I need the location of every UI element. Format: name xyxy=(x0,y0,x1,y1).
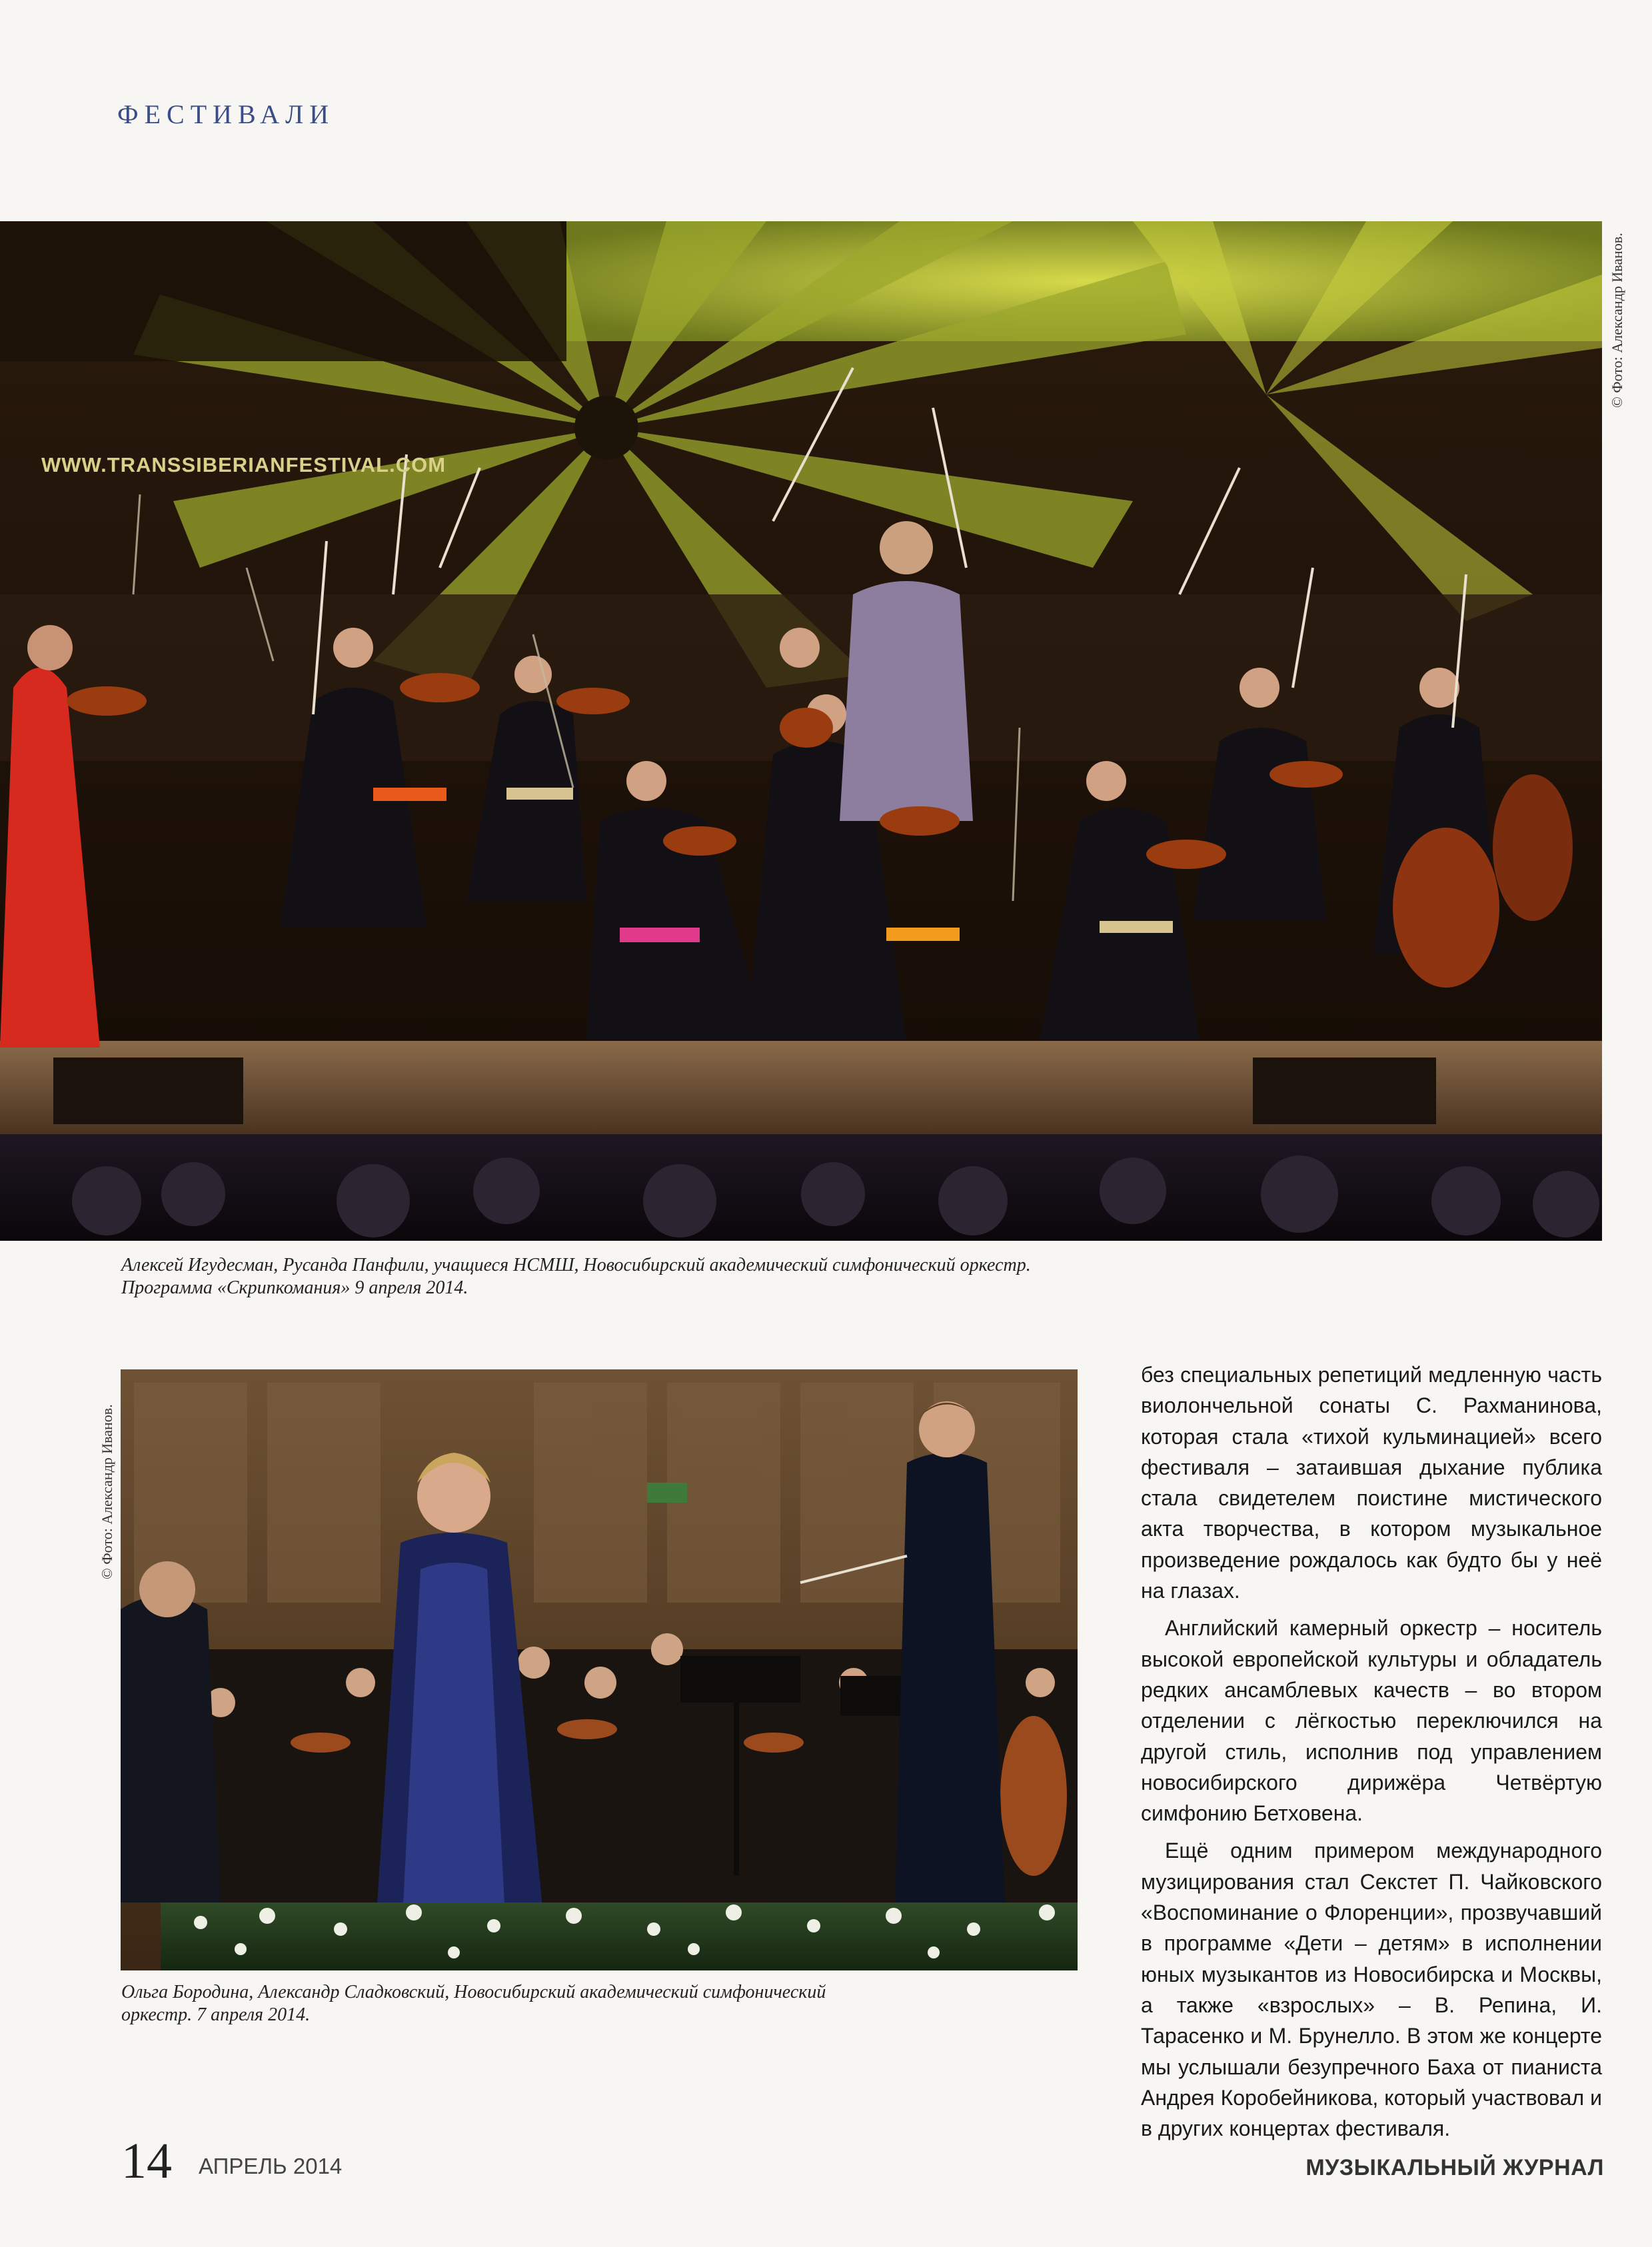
article-paragraph-3: Ещё одним примером международного музицирования стал Секстет П. Чайковского «Воспоминание о Флоренции», прозвучавший в программе «Дети – детям» в исполнении юных музыкантов из Новосибирска и Москвы, а также «взрослых» – В. Репина, И. Тарасенко и М. Брунелло. В этом же концерте мы услышали безупречного Баха от пианиста Андрея Коробейникова, который участвовал и в других концертах фестиваля. xyxy=(1141,1839,1602,2141)
caption-top-line2: Программа «Скрипкомания» 9 апреля 2014. xyxy=(121,1277,468,1298)
caption-bottom xyxy=(121,1981,1081,2026)
journal-name: МУЗЫКАЛЬНЫЙ ЖУРНАЛ xyxy=(1305,2155,1604,2180)
caption-bottom-line2: оркестр. 7 апреля 2014. xyxy=(121,2004,311,2025)
article-paragraph-2: Английский камерный оркестр – носитель высокой европейской культуры и обладатель редких ансамблевых качеств – во втором отделении с лёгкостью переключился на другой стиль, исполнив под управлением новосибирского дирижёра Четвёртую симфонию Бетховена. xyxy=(1141,1616,1602,1826)
article-column xyxy=(1141,1359,1602,2144)
article-paragraph-1: без специальных репетиций медленную часть виолончельной сонаты С. Рахманинова, которая стала «тихой кульминацией» всего фестиваля – затаившая дыхание публика стала свидетелем поистине мистического акта творчества, в котором музыкальное произведение рождалось как будто бы у неё на глазах. xyxy=(1141,1363,1602,1603)
section-title: ФЕСТИВАЛИ xyxy=(117,99,335,129)
concert-photo-violinists xyxy=(0,221,1602,1241)
photo-credit-bottom: © Фото: Александр Иванов. xyxy=(99,1404,115,1579)
festival-watermark: WWW.TRANSSIBERIANFESTIVAL.COM xyxy=(41,453,446,476)
issue-date: АПРЕЛЬ 2014 xyxy=(199,2154,343,2178)
page-number: 14 xyxy=(121,2133,172,2189)
concert-photo-singer-conductor xyxy=(121,1369,1078,1970)
photo-credit-top: © Фото: Александр Иванов. xyxy=(1609,233,1625,408)
caption-bottom-line1: Ольга Бородина, Александр Сладковский, Новосибирский академический симфонический xyxy=(121,1982,826,2002)
caption-top xyxy=(121,1254,1387,1299)
caption-top-line1: Алексей Игудесман, Русанда Панфили, учащиеся НСМШ, Новосибирский академический симфонический оркестр. xyxy=(121,1255,1031,1275)
